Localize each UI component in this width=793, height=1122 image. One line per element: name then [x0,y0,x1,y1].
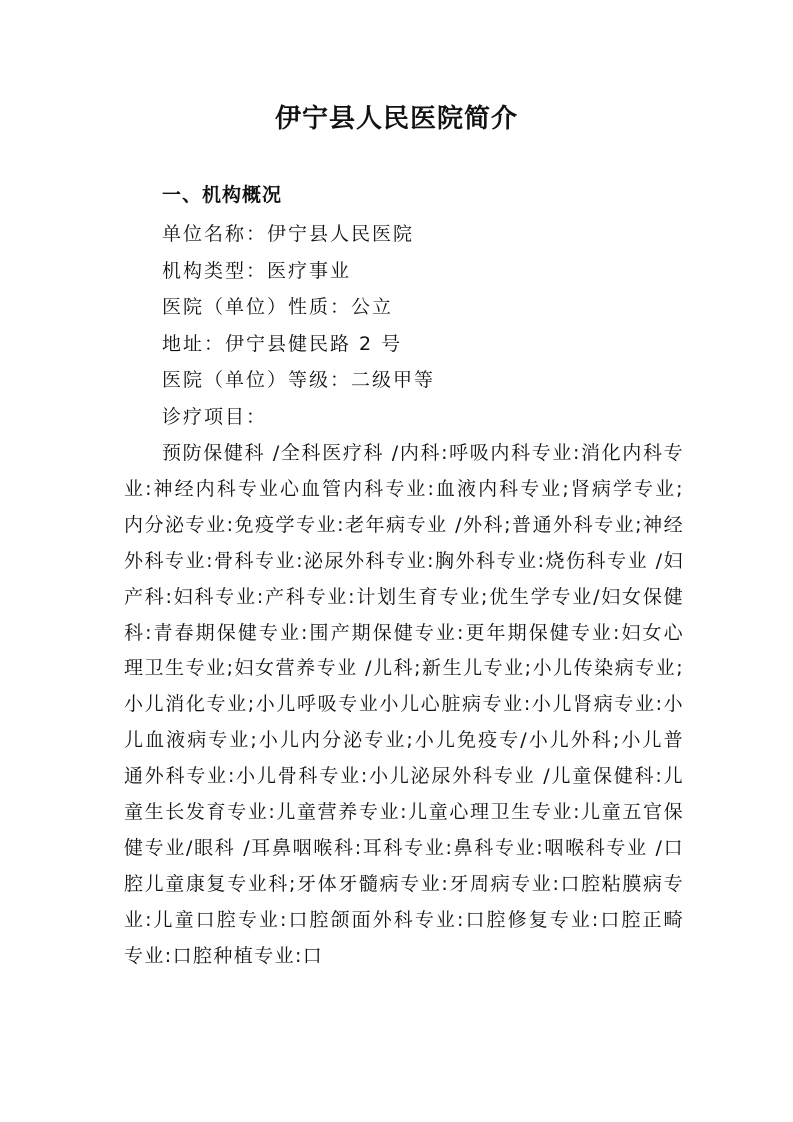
level-line: 医院（单位）等级：二级甲等 [162,369,436,391]
page-title: 伊宁县人民医院简介 [274,104,518,134]
services-label: 诊疗项目： [162,405,268,428]
address-line: 地址：伊宁县健民路 2 号 [162,332,403,355]
section-heading: 一、机构概况 [162,184,283,206]
institution-info-list [162,216,435,435]
unit-name-line: 单位名称：伊宁县人民医院 [162,223,415,245]
org-type-line: 机构类型：医疗事业 [162,259,352,282]
nature-line: 医院（单位）性质：公立 [162,296,394,318]
services-paragraph: 预防保健科 /全科医疗科 /内科:呼吸内科专业:消化内科专业:神经内科专业心血管内科专业:血液内科专业;肾病学专业;内分泌专业:免疫学专业:老年病专业 /外科;普通外科专业;神经外科专业:骨科专业:泌尿外科专业:胸外科专业:烧伤科专业 /妇产科:妇科专业:产科专业:计划生育专业;优生学专业/妇女保健科:青春期保健专业:围产期保健专业:更年期保健专业:妇女心理卫生专业;妇女营养专业 /儿科;新生儿专业;小儿传染病专业;小儿消化专业;小儿呼吸专业小儿心脏病专业:小儿肾病专业:小儿血液病专业;小儿内分泌专业;小儿免疫专/小儿外科;小儿普通外科专业:小儿骨科专业:小儿泌尿外科专业 /儿童保健科:儿童生长发育专业:儿童营养专业:儿童心理卫生专业:儿童五官保健专业/眼科 /耳鼻咽喉科:耳科专业:鼻科专业:咽喉科专业 /口腔儿童康复专业科;牙体牙髓病专业:牙周病专业:口腔粘膜病专业:儿童口腔专业:口腔颌面外科专业:口腔修复专业:口腔正畸专业:口腔种植专业:口 [124,442,684,967]
